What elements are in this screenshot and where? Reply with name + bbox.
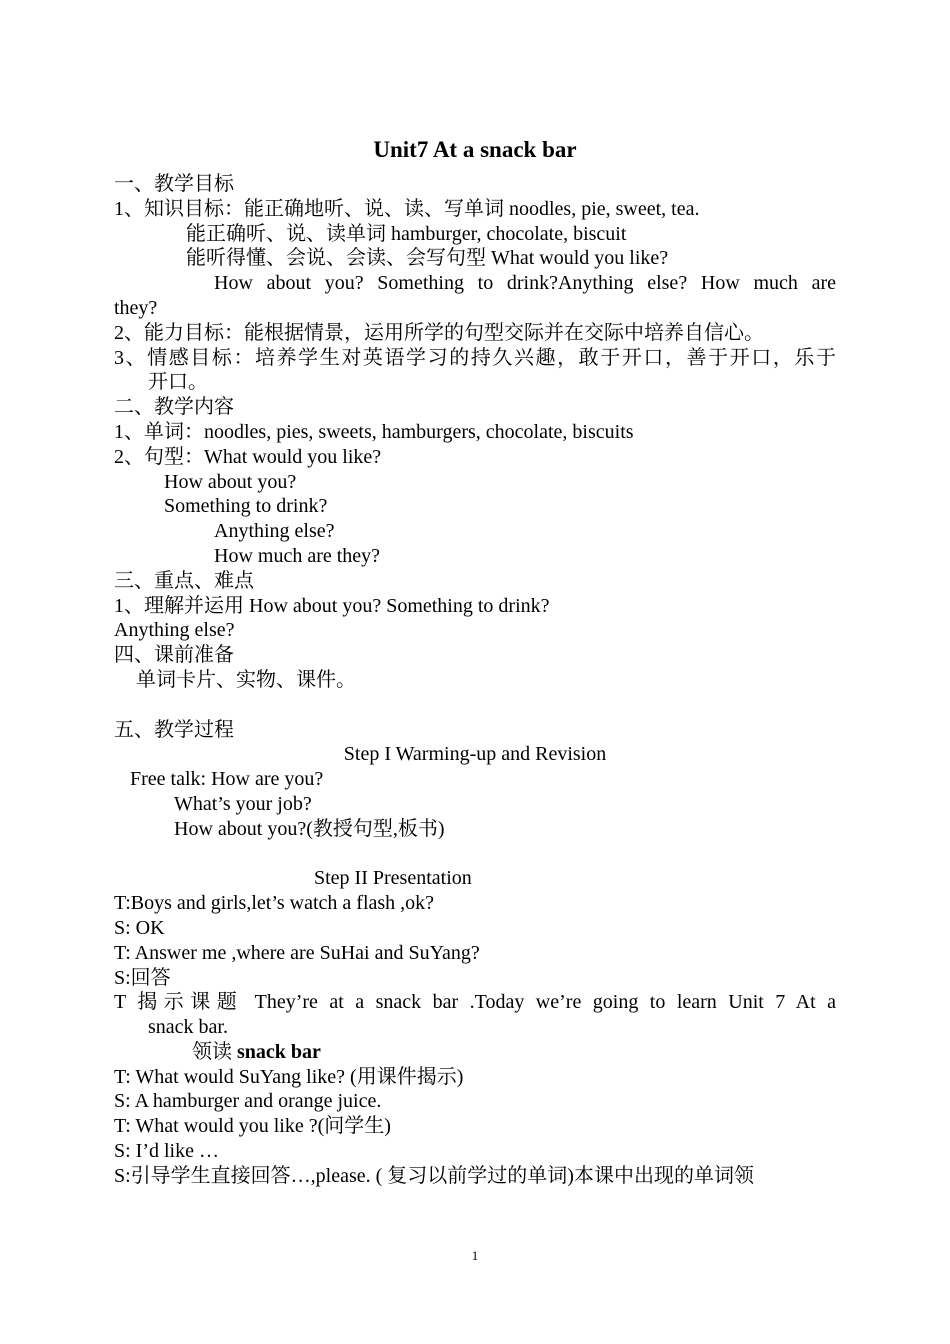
step-heading: Step II Presentation [314,867,472,890]
text-line: S:引导学生直接回答…,please. ( 复习以前学过的单词)本课中出现的单词领 [114,1164,754,1187]
text-line: T 揭示课题 They’re at a snack bar .Today we’re going to learn Unit 7 At a [114,991,836,1014]
text-line: 1、知识目标：能正确地听、说、读、写单词 noodles, pie, sweet, tea. [114,197,700,220]
text-line: 1、单词：noodles, pies, sweets, hamburgers, chocolate, biscuits [114,420,634,443]
text-line: 能听得懂、会说、会读、会写句型 What would you like? [186,247,669,270]
text-line: S: I’d like … [114,1140,219,1163]
text-line: How about you? Something to drink?Anything else? How much are [214,272,836,295]
text-fragment: 领读 [192,1040,237,1063]
text-line: T:Boys and girls,let’s watch a flash ,ok? [114,892,435,915]
blank-line [114,842,836,867]
text-line: T: Answer me ,where are SuHai and SuYang? [114,941,480,964]
text-line: T: What would you like ?(问学生) [114,1115,391,1138]
text-line: 开口。 [148,371,208,394]
text-line: Anything else? [114,619,235,642]
section-heading-process: 五、教学过程 [114,718,234,741]
text-line: they? [114,296,158,319]
text-line: S: OK [114,916,165,939]
text-line: 能正确听、说、读单词 hamburger, chocolate, biscuit [186,222,627,245]
text-line: T: What would SuYang like? (用课件揭示) [114,1065,464,1088]
section-heading-content: 二、教学内容 [114,396,234,419]
text-line: 单词卡片、实物、课件。 [136,668,356,691]
text-line: How about you?(教授句型,板书) [174,817,445,840]
text-line: Something to drink? [164,495,328,518]
bold-text: snack bar [237,1040,321,1063]
text-line: snack bar. [148,1016,228,1039]
step-heading: Step I Warming-up and Revision [343,743,607,766]
section-heading-preparation: 四、课前准备 [114,644,234,667]
text-line [114,1040,836,1065]
text-line: 1、理解并运用 How about you? Something to drink? [114,594,550,617]
page-number: 1 [471,1248,479,1263]
blank-line [114,693,836,718]
text-line: Anything else? [214,520,335,543]
document-body [114,172,836,1189]
text-line: 3、情感目标：培养学生对英语学习的持久兴趣，敢于开口，善于开口，乐于 [114,346,836,369]
text-line: 2、句型：What would you like? [114,445,382,468]
section-heading-key-points: 三、重点、难点 [114,569,254,592]
text-line: Free talk: How are you? [130,768,324,791]
text-line: S:回答 [114,966,171,989]
section-heading-objectives: 一、教学目标 [114,173,234,195]
text-line: How about you? [164,470,297,493]
text-line: 2、能力目标：能根据情景，运用所学的句型交际并在交际中培养自信心。 [114,321,764,344]
document-title: Unit7 At a snack bar [373,137,577,162]
text-line: What’s your job? [174,792,312,815]
text-line: How much are they? [214,544,381,567]
text-line: S: A hamburger and orange juice. [114,1090,382,1113]
